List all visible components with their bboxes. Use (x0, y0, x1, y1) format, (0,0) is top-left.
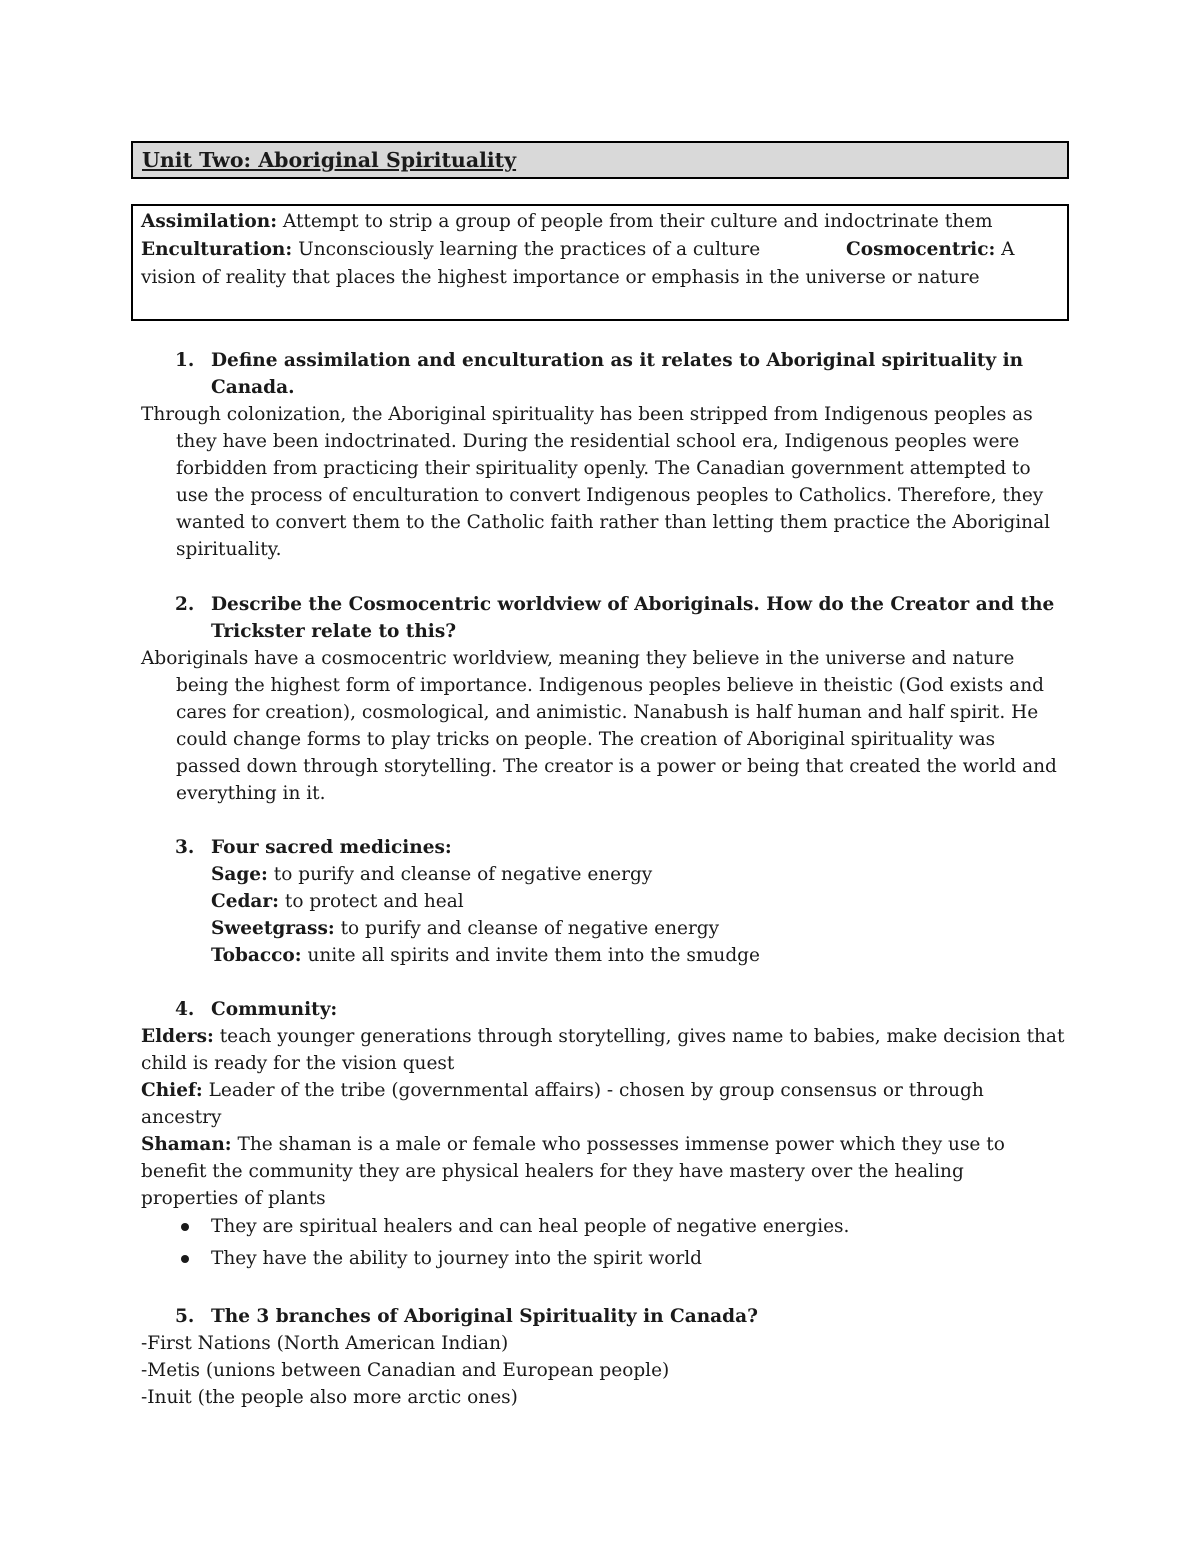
shaman-term: Shaman: (141, 1134, 232, 1155)
answer-1-line: they have been indoctrinated. During the residential school era, Indigenous peoples were (176, 431, 1020, 452)
branch-item: -Metis (unions between Canadian and European people) (141, 1360, 670, 1381)
term-assimilation: Assimilation: (141, 211, 278, 232)
bullet-icon (181, 1223, 189, 1231)
answer-1-line: use the process of enculturation to convert Indigenous peoples to Catholics. Therefore, they (176, 485, 1044, 506)
title-box (131, 141, 1069, 179)
question-number: 3. (175, 837, 195, 858)
question-1-line-2: Canada. (211, 377, 295, 398)
question-2-line-2: Trickster relate to this? (211, 621, 457, 642)
definition-text: Unconsciously learning the practices of a culture (292, 239, 761, 260)
elders-line-1 (141, 1024, 1064, 1050)
medicine-text: to purify and cleanse of negative energy (267, 864, 653, 885)
question-2-line-1: Describe the Cosmocentric worldview of Aboriginals. How do the Creator and the (211, 594, 1055, 615)
elders-text: teach younger generations through storytelling, gives name to babies, make decision that (213, 1026, 1065, 1047)
question-number: 2. (175, 594, 195, 615)
medicine-item (211, 916, 719, 942)
question-number: 5. (175, 1306, 195, 1327)
definition-cosmocentric (846, 237, 1015, 263)
shaman-line-1 (141, 1132, 1005, 1158)
branch-item: -First Nations (North American Indian) (141, 1333, 509, 1354)
page-title: Unit Two: Aboriginal Spirituality (142, 148, 517, 172)
elders-line-2: child is ready for the vision quest (141, 1053, 455, 1074)
chief-text: Leader of the tribe (governmental affairs) - chosen by group consensus or through (202, 1080, 984, 1101)
chief-line-2: ancestry (141, 1107, 222, 1128)
term-enculturation: Enculturation: (141, 239, 293, 260)
answer-2-line: could change forms to play tricks on people. The creation of Aboriginal spirituality was (176, 729, 996, 750)
medicine-term: Sage: (211, 864, 268, 885)
question-1-line-1: Define assimilation and enculturation as it relates to Aboriginal spirituality in (211, 350, 1024, 371)
definition-text: Attempt to strip a group of people from their culture and indoctrinate them (277, 211, 993, 232)
branch-item: -Inuit (the people also more arctic ones) (141, 1387, 518, 1408)
answer-2-line: everything in it. (176, 783, 326, 804)
answer-1-line: spirituality. (176, 539, 282, 560)
shaman-line-2: benefit the community they are physical healers for they have mastery over the healing (141, 1161, 964, 1182)
answer-2-line: Aboriginals have a cosmocentric worldview, meaning they believe in the universe and nature (141, 648, 1015, 669)
medicine-item (211, 862, 652, 888)
medicine-term: Cedar: (211, 891, 279, 912)
definition-text: A (995, 239, 1015, 260)
question-number: 4. (175, 999, 195, 1020)
question-number: 1. (175, 350, 195, 371)
bullet-item: They are spiritual healers and can heal people of negative energies. (211, 1216, 850, 1237)
medicine-term: Tobacco: (211, 945, 302, 966)
chief-term: Chief: (141, 1080, 203, 1101)
shaman-text: The shaman is a male or female who possesses immense power which they use to (231, 1134, 1005, 1155)
answer-2-line: being the highest form of importance. Indigenous peoples believe in theistic (God exists and (176, 675, 1044, 696)
bullet-item: They have the ability to journey into the spirit world (211, 1248, 702, 1269)
shaman-line-3: properties of plants (141, 1188, 326, 1209)
answer-1-line: wanted to convert them to the Catholic faith rather than letting them practice the Aboriginal (176, 512, 1051, 533)
definition-assimilation (141, 209, 993, 235)
answer-2-line: passed down through storytelling. The creator is a power or being that created the world and (176, 756, 1057, 777)
question-3-heading: Four sacred medicines: (211, 837, 452, 858)
bullet-icon (181, 1255, 189, 1263)
term-cosmocentric: Cosmocentric: (846, 239, 996, 260)
medicine-term: Sweetgrass: (211, 918, 335, 939)
elders-term: Elders: (141, 1026, 214, 1047)
answer-1-line: forbidden from practicing their spirituality openly. The Canadian government attempted to (176, 458, 1031, 479)
medicine-text: unite all spirits and invite them into the smudge (301, 945, 760, 966)
chief-line-1 (141, 1078, 984, 1104)
medicine-text: to protect and heal (279, 891, 464, 912)
question-5-heading: The 3 branches of Aboriginal Spirituality in Canada? (211, 1306, 758, 1327)
medicine-text: to purify and cleanse of negative energy (334, 918, 720, 939)
medicine-item (211, 889, 464, 915)
definition-enculturation (141, 237, 760, 263)
medicine-item (211, 943, 760, 969)
definition-cosmocentric-continued: vision of reality that places the highest importance or emphasis in the universe or nature (141, 267, 980, 288)
answer-1-line: Through colonization, the Aboriginal spirituality has been stripped from Indigenous peoples as (141, 404, 1033, 425)
question-4-heading: Community: (211, 999, 338, 1020)
answer-2-line: cares for creation), cosmological, and animistic. Nanabush is half human and half spirit. He (176, 702, 1039, 723)
